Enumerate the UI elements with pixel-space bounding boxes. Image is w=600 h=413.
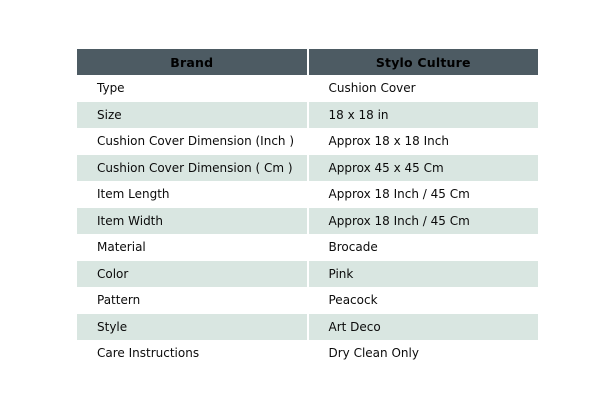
table-row xyxy=(77,208,538,235)
spec-value: Approx 18 x 18 Inch xyxy=(309,128,539,155)
spec-value: Approx 18 Inch / 45 Cm xyxy=(309,208,539,235)
header-row xyxy=(77,49,538,75)
table-row xyxy=(77,128,538,155)
table-row xyxy=(77,314,538,341)
spec-label: Style xyxy=(77,314,307,341)
table-row xyxy=(77,155,538,182)
spec-value: Pink xyxy=(309,261,539,288)
spec-value: Approx 18 Inch / 45 Cm xyxy=(309,181,539,208)
table-row xyxy=(77,287,538,314)
spec-label: Size xyxy=(77,102,307,129)
spec-value: Dry Clean Only xyxy=(309,340,539,367)
header-cell-brand-value: Stylo Culture xyxy=(309,49,539,75)
spec-value: Peacock xyxy=(309,287,539,314)
table-row xyxy=(77,340,538,367)
spec-value: Approx 45 x 45 Cm xyxy=(309,155,539,182)
header-cell-brand: Brand xyxy=(77,49,307,75)
spec-label: Type xyxy=(77,75,307,102)
spec-label: Color xyxy=(77,261,307,288)
spec-label: Item Length xyxy=(77,181,307,208)
table-row xyxy=(77,102,538,129)
spec-label: Cushion Cover Dimension (Inch ) xyxy=(77,128,307,155)
product-spec-table xyxy=(75,49,540,367)
table-row xyxy=(77,261,538,288)
spec-value: Cushion Cover xyxy=(309,75,539,102)
spec-value: Brocade xyxy=(309,234,539,261)
table-row xyxy=(77,234,538,261)
spec-label: Care Instructions xyxy=(77,340,307,367)
spec-label: Item Width xyxy=(77,208,307,235)
spec-value: 18 x 18 in xyxy=(309,102,539,129)
spec-value: Art Deco xyxy=(309,314,539,341)
spec-label: Pattern xyxy=(77,287,307,314)
table-row xyxy=(77,75,538,102)
spec-label: Cushion Cover Dimension ( Cm ) xyxy=(77,155,307,182)
spec-label: Material xyxy=(77,234,307,261)
spec-table-body xyxy=(77,75,538,367)
table-row xyxy=(77,181,538,208)
